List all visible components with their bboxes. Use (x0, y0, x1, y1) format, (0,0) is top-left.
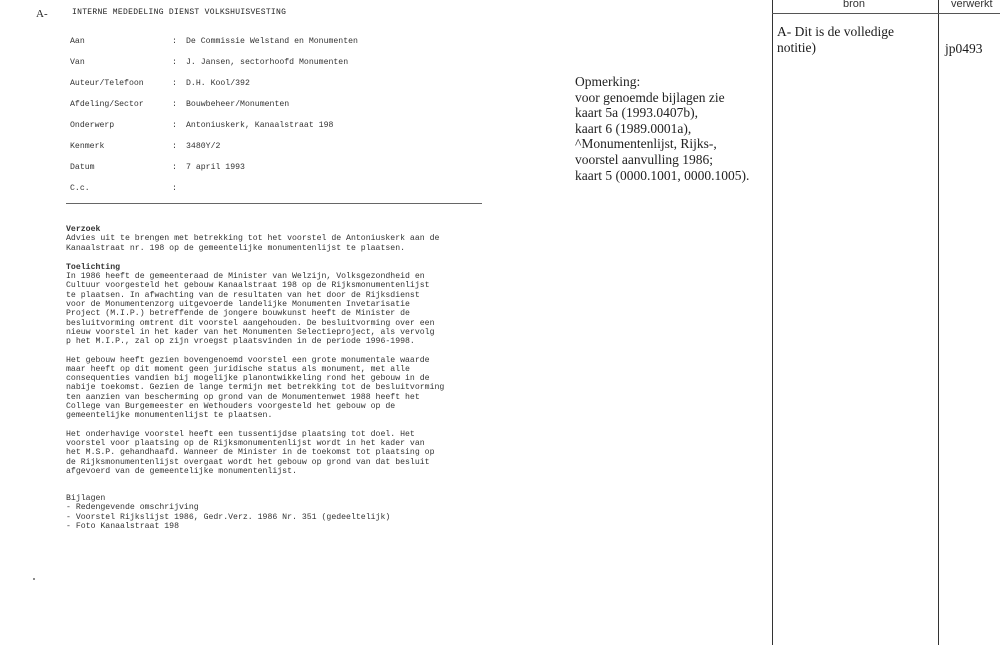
paragraph (66, 356, 486, 421)
list-item: - Foto Kanaalstraat 198 (66, 522, 180, 532)
text-line: nabije toekomst. Gezien de lange termijn met betrekking tot de besluitvorming (66, 383, 445, 393)
remark-line: Opmerking: (575, 74, 641, 89)
text-line: afgevoerd van de gemeentelijke monumentenlijst. (66, 466, 297, 476)
verzoek-text (66, 234, 486, 253)
meta-block (70, 37, 490, 205)
paragraph (66, 272, 486, 346)
remark-note (575, 74, 749, 183)
text-line: p het M.I.P., zal op zijn vroegst plaatsvinden in de periode 1996-1998. (66, 337, 415, 347)
text-line: het M.S.P. gehandhaafd. Wanneer de Minister in de toekomst tot plaatsing op (66, 448, 435, 458)
meta-value: De Commissie Welstand en Monumenten (186, 37, 358, 46)
meta-row (70, 121, 490, 142)
toelichting-section (66, 263, 486, 476)
meta-colon: : (172, 79, 177, 88)
text-line: Cultuur voorgesteld het gebouw Kanaalstraat 198 op de Rijksmonumentenlijst (66, 281, 430, 291)
meta-row (70, 142, 490, 163)
text-line: Het onderhavige voorstel heeft een tussentijdse plaatsing tot doel. Het (66, 429, 415, 439)
text-line: consequenties vandien bij mogelijke planontwikkeling rond het gebouw in de (66, 374, 430, 384)
bijlagen-heading: Bijlagen (66, 494, 106, 504)
text-line: Advies uit te brengen met betrekking tot het voorstel de Antoniuskerk aan de (66, 234, 440, 244)
meta-colon: : (172, 58, 177, 67)
meta-colon: : (172, 142, 177, 151)
meta-label: Auteur/Telefoon (70, 79, 144, 88)
bron-column-header: bron (843, 0, 866, 10)
bijlagen-list (66, 503, 486, 531)
bijlagen-section (66, 494, 486, 531)
meta-label: Datum (70, 163, 95, 172)
document-title: INTERNE MEDEDELING DIENST VOLKSHUISVESTING (72, 8, 287, 17)
meta-row (70, 184, 490, 205)
meta-label: Kenmerk (70, 142, 105, 151)
remark-line: voorstel aanvulling 1986; (575, 151, 713, 167)
text-line: In 1986 heeft de gemeenteraad de Minister van Welzijn, Volksgezondheid en (66, 272, 425, 282)
remark-line: voor genoemde bijlagen zie (575, 89, 725, 105)
meta-divider (66, 203, 482, 204)
remark-line: kaart 5a (1993.0407b), (575, 105, 698, 121)
meta-row (70, 58, 490, 79)
memo-body (66, 225, 486, 541)
text-line: maar heeft op dit moment geen juridische status als monument, met alle (66, 364, 410, 374)
meta-colon: : (172, 163, 177, 172)
text-line: Kanaalstraat nr. 198 op de gemeentelijke monumentenlijst te plaatsen. (66, 243, 406, 253)
verwerkt-cell: jp0493 (945, 41, 983, 56)
verzoek-section (66, 225, 486, 253)
meta-value: 3480Y/2 (186, 142, 221, 151)
meta-row (70, 79, 490, 100)
verzoek-heading: Verzoek (66, 225, 101, 234)
meta-label: Aan (70, 37, 85, 46)
panel-column-divider (938, 0, 939, 645)
meta-label: C.c. (70, 184, 90, 193)
text-line: voorstel voor plaatsing op de Rijksmonumentenlijst wordt in het kader van (66, 438, 425, 448)
remark-line: ^Monumentenlijst, Rijks-, (575, 136, 717, 152)
toelichting-text (66, 272, 486, 476)
meta-row (70, 100, 490, 121)
meta-value: Bouwbeheer/Monumenten (186, 100, 290, 109)
text-line: voor de Monumentenzorg uitgevoerde landelijke Monumenten Invetarisatie (66, 300, 410, 310)
text-line: ten aanzien van bescherming op grond van de Monumentenwet 1988 heeft het (66, 392, 420, 402)
bron-cell (777, 24, 937, 56)
meta-row (70, 37, 490, 58)
toelichting-heading: Toelichting (66, 262, 121, 272)
text-line: Project (M.I.P.) betreffende de jongere bouwkunst heeft de Minister de (66, 309, 410, 319)
list-item: - Redengevende omschrijving (66, 503, 199, 513)
text-line: College van Burgemeester en Wethouders voorgesteld het gebouw op de (66, 402, 396, 412)
meta-label: Onderwerp (70, 121, 115, 130)
text-line: besluitvorming omtrent dit voorstel aangehouden. De besluitvorming over een (66, 318, 435, 328)
text-line: gemeentelijke monumentenlijst te plaatsen. (66, 411, 273, 421)
bron-line: A- Dit is de volledige (777, 24, 894, 39)
text-line: nieuw voorstel in het kader van het Monumenten Selectieproject, als vervolg (66, 327, 435, 337)
meta-value: D.H. Kool/392 (186, 79, 250, 88)
meta-colon: : (172, 37, 177, 46)
bron-line: notitie) (777, 40, 816, 55)
meta-label: Van (70, 58, 85, 67)
remark-line: kaart 6 (1989.0001a), (575, 120, 692, 136)
paragraph (66, 430, 486, 476)
meta-colon: : (172, 121, 177, 130)
meta-value: 7 april 1993 (186, 163, 245, 172)
list-item: - Voorstel Rijkslijst 1986, Gedr.Verz. 1986 Nr. 351 (gedeeltelijk) (66, 512, 391, 522)
verwerkt-column-header: verwerkt (951, 0, 993, 10)
text-line: te plaatsen. In afwachting van de resultaten van het door de Rijksdienst (66, 290, 420, 300)
remark-line: kaart 5 (0000.1001, 0000.1005). (575, 167, 750, 183)
meta-value: J. Jansen, sectorhoofd Monumenten (186, 58, 349, 67)
corner-mark: A- (36, 8, 48, 20)
stray-dot (33, 578, 35, 580)
panel-left-border (772, 0, 773, 645)
meta-row (70, 163, 490, 184)
meta-colon: : (172, 100, 177, 109)
text-line: Het gebouw heeft gezien bovengenoemd voorstel een grote monumentale waarde (66, 355, 430, 365)
meta-colon: : (172, 184, 177, 193)
panel-header-rule (772, 13, 1000, 14)
meta-value: Antoniuskerk, Kanaalstraat 198 (186, 121, 334, 130)
meta-label: Afdeling/Sector (70, 100, 144, 109)
text-line: de Rijksmonumentenlijst overgaat wordt het gebouw op grond van dat besluit (66, 457, 430, 467)
